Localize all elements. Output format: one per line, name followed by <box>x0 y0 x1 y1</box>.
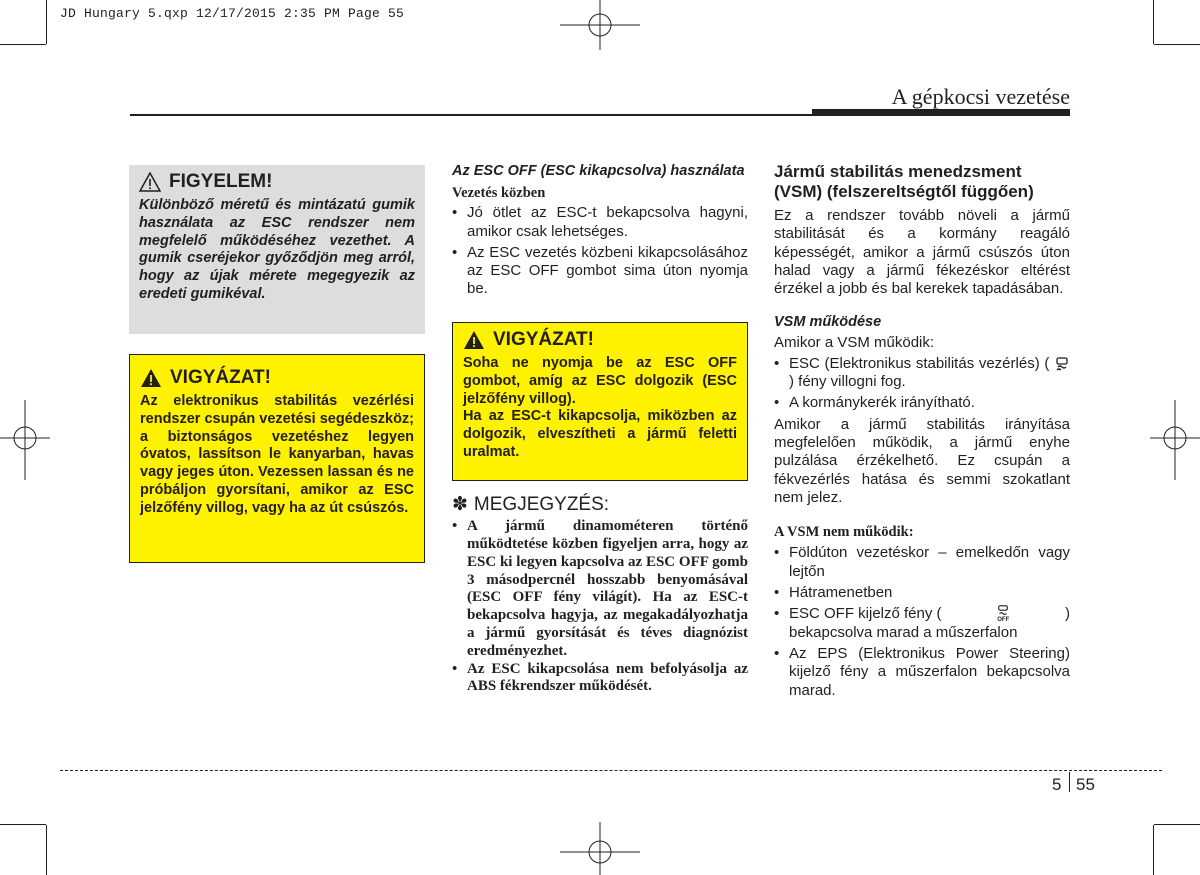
list-item <box>774 605 1070 642</box>
list-item: • Az EPS (Elektronikus Power Steering) kijelző fény a műszerfalon bekapcsolva marad. <box>774 645 1070 700</box>
note-list <box>452 518 748 696</box>
vigyazat-title-row-1 <box>140 367 414 389</box>
header-rule <box>130 114 812 116</box>
registration-mark-bottom <box>560 822 640 875</box>
list-item: • Földúton vezetéskor – emelkedőn vagy lejtőn <box>774 544 1070 581</box>
warning-outline-icon <box>139 172 161 192</box>
chapter-number: 5 <box>1052 775 1062 794</box>
list-item: • Jó ötlet az ESC-t bekapcsolva hagyni, amikor csak lehetséges. <box>452 204 748 241</box>
vigyazat-box-2 <box>452 322 748 481</box>
vigyazat-title-row-2 <box>463 329 737 351</box>
list-item: • A kormánykerék irányítható. <box>774 394 1070 412</box>
vigyazat-box-1 <box>129 354 425 563</box>
list-item: • A jármű dinamométeren történő működtetése közben figyeljen arra, hogy az ESC ki legyen kapcsolva az ESC OFF gomb 3 másodpercnél hosszabb benyomásával (ESC OFF fény világít). Ha az ESC-t bekapcsolva hagyja, az megakadályozhatja a jármű gyorsítását és téves diagnózist eredményezhet. <box>452 518 748 660</box>
esc-off-text-a: • ESC OFF kijelző fény ( <box>789 605 942 623</box>
registration-mark-right <box>1150 400 1200 480</box>
note-title-row <box>452 496 748 514</box>
vigyazat-body-1: Az elektronikus stabilitás vezérlési rendszer csupán vezetési segédeszköz; a biztonságos vezetéshez legyen óvatos, lassítson le kanyarban, havas vagy jeges úton. Vezessen lassan és ne próbáljon gyorsítani, amikor az ESC jelzőfény villog, vagy ha az út csúszós. <box>140 393 415 516</box>
esc-bullet-text-c: ) fény villogni fog. <box>789 373 906 391</box>
vsm-lead: Amikor a VSM működik: <box>774 334 935 352</box>
vigyazat-body-2a: Soha ne nyomja be az ESC OFF gombot, amíg az ESC dolgozik (ESC jelzőfény villog). <box>463 355 737 407</box>
list-item: • Az ESC vezetés közbeni kikapcsolásához az ESC OFF gombot sima úton nyomja be. <box>452 244 748 299</box>
vsm-title: Jármű stabilitás menedzsment (VSM) (felszereltségtől függően) <box>774 162 1034 201</box>
list-item: • Az ESC kikapcsolása nem befolyásolja az ABS fékrendszer működését. <box>452 661 748 697</box>
figyelem-title-row <box>139 171 415 193</box>
vigyazat-title-1: VIGYÁZAT! <box>170 367 271 388</box>
list-item: • Hátramenetben <box>774 584 1070 602</box>
vigyazat-title-2: VIGYÁZAT! <box>493 329 594 350</box>
esc-off-heading: Az ESC OFF (ESC kikapcsolva) használata <box>452 163 745 179</box>
esc-bullet-text-a: ESC (Elektronikus stabilitás vezérlés) <box>789 354 1040 372</box>
megjegyzes-note <box>452 496 748 696</box>
vsm-intro: Ez a rendszer tovább növeli a jármű stabilitását és a kormány reagáló képességét, amikor a jármű csúszós úton halad vagy a jármű fékezéskor eltérést érzékel a jobb és bal kerekek tapadásában. <box>774 207 1070 298</box>
column-3 <box>774 162 1070 700</box>
vsm-paragraph: Amikor a jármű stabilitás irányítása megfelelően működik, a jármű enyhe pulzálása érzékelhető. Ez csupán a fékvezérlés hatása és semmi szokatlant nem jelez. <box>774 415 1070 506</box>
esc-off-text-c: bekapcsolva marad a műszerfalon <box>789 623 1018 641</box>
esc-bullet-text-b: ( <box>1044 354 1050 372</box>
warning-filled-icon <box>140 368 162 388</box>
list-item <box>774 355 1070 392</box>
esc-off-line <box>789 605 1070 623</box>
registration-mark-top <box>560 0 640 60</box>
vezetes-bullets <box>452 204 748 298</box>
esc-off-icon-label: OFF <box>997 617 1010 624</box>
figyelem-body: Különböző méretű és mintázatú gumik használata az ESC rendszer nem megfelelő működéséhez vezethet. A gumik cseréjekor győződjön meg arról, hogy az újak mérete megegyezik az eredeti gumikéval. <box>139 197 415 302</box>
header-rule-thick <box>812 109 1070 116</box>
esc-off-car-icon <box>996 605 1010 617</box>
vsm-inactive-bullets <box>774 544 1070 699</box>
print-slug: JD Hungary 5.qxp 12/17/2015 2:35 PM Page 55 <box>60 6 405 21</box>
warning-filled-icon <box>463 330 485 350</box>
vigyazat-body-2b: Ha az ESC-t kikapcsolja, miközben az dolgozik, elveszítheti a jármű feletti uralmat. <box>463 408 737 460</box>
registration-mark-left <box>0 400 50 480</box>
vsm-nem-mukodik-heading: A VSM nem működik: <box>774 524 914 541</box>
page-number-separator <box>1069 772 1070 792</box>
figyelem-title: FIGYELEM! <box>169 171 273 192</box>
esc-off-indicator-icon <box>996 605 1010 623</box>
vezetes-kozben-heading: Vezetés közben <box>452 185 546 201</box>
esc-off-text-b: ) <box>1064 605 1070 623</box>
section-header-title: A gépkocsi vezetése <box>891 84 1070 109</box>
esc-indicator-icon <box>1054 356 1070 372</box>
page-number: 55 <box>1076 775 1095 794</box>
column-2 <box>452 163 748 299</box>
vsm-active-bullets <box>774 355 1070 413</box>
footer-dashed-rule <box>60 770 1162 771</box>
figyelem-box <box>129 165 425 334</box>
vsm-mukodese-heading: VSM működése <box>774 314 882 331</box>
note-asterisk-icon: ✽ <box>452 494 468 515</box>
note-title: MEGJEGYZÉS: <box>473 494 610 515</box>
